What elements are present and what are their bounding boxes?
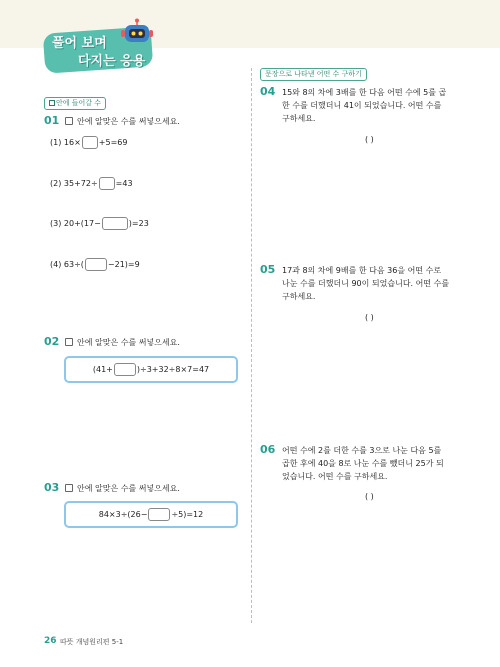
item-label: (3) [50, 219, 62, 228]
item-label: (2) [50, 179, 62, 188]
item-after: −21)=9 [107, 260, 140, 269]
equation-after: ÷5)=12 [171, 510, 204, 519]
q05-line-3: 구하세요. [282, 292, 316, 301]
q02-box-icon [65, 338, 73, 346]
q01-item-1 [50, 136, 127, 149]
left-tag-label: 안에 들어갈 수 [56, 99, 102, 107]
item-after: +5=69 [98, 138, 128, 147]
q04-line-3: 구하세요. [282, 114, 316, 123]
robot-icon [120, 18, 154, 48]
q02-instruction: 안에 알맞은 수를 써넣으세요. [77, 338, 180, 347]
answer-blank[interactable] [82, 136, 98, 149]
column-divider [251, 68, 252, 623]
q03-box-icon [65, 484, 73, 492]
item-before: 20+(17− [63, 219, 101, 228]
item-label: (1) [50, 138, 62, 147]
q03-number: 03 [44, 481, 60, 494]
q02-number: 02 [44, 335, 60, 348]
right-tag-label: 문장으로 나타낸 어떤 수 구하기 [265, 70, 362, 78]
q01-item-3 [50, 217, 149, 230]
section-badge [36, 26, 154, 72]
q06-text [282, 444, 444, 483]
q01-instruction: 안에 알맞은 수를 써넣으세요. [77, 117, 180, 126]
equation-after: )÷3+32÷8×7=47 [136, 365, 210, 374]
q04-line-2: 한 수를 더했더니 41이 되었습니다. 어떤 수를 [282, 101, 442, 110]
box-icon [49, 100, 55, 106]
q05-line-2: 나눈 수를 더했더니 90이 되었습니다. 어떤 수를 [282, 279, 450, 288]
item-before: 16× [63, 138, 81, 147]
q03-instruction: 안에 알맞은 수를 써넣으세요. [77, 484, 180, 493]
answer-blank[interactable] [85, 258, 107, 271]
q04-text [282, 86, 446, 125]
page-number: 26 [44, 636, 57, 646]
right-section-tag [260, 68, 367, 81]
q05-answer-field[interactable]: ( ) [365, 313, 374, 322]
item-before: 35+72÷ [63, 179, 98, 188]
answer-blank[interactable] [148, 508, 170, 521]
q05-line-1: 17과 8의 차에 9배를 한 다음 36을 어떤 수로 [282, 266, 442, 275]
q01-number: 01 [44, 114, 60, 127]
q06-number: 06 [260, 443, 276, 456]
left-section-tag [44, 97, 106, 110]
item-after: =43 [115, 179, 133, 188]
badge-title-line2: 다지는 응용 [78, 54, 146, 69]
q06-line-1: 어떤 수에 2를 더한 수를 3으로 나눈 다음 5를 [282, 446, 442, 455]
item-label: (4) [50, 260, 62, 269]
answer-blank[interactable] [102, 217, 128, 230]
equation-before: 84×3÷(26− [98, 510, 148, 519]
q05-number: 05 [260, 263, 276, 276]
q06-answer-field[interactable]: ( ) [365, 492, 374, 501]
q01-item-2 [50, 177, 133, 190]
footer-book-title: 따뜻 개념원리편 5-1 [60, 638, 124, 646]
q04-number: 04 [260, 85, 276, 98]
q04-line-1: 15와 8의 차에 3배를 한 다음 어떤 수에 5를 곱 [282, 88, 447, 97]
answer-blank[interactable] [99, 177, 115, 190]
q04-answer-field[interactable]: ( ) [365, 135, 374, 144]
q01-box-icon [65, 117, 73, 125]
q02-equation-box [64, 356, 238, 383]
item-after: )=23 [128, 219, 149, 228]
item-before: 63÷( [63, 260, 84, 269]
badge-title-line1: 풀어 보며 [52, 36, 107, 51]
q01-item-4 [50, 258, 140, 271]
q06-line-2: 곱한 후에 40을 8로 나눈 수를 뺐더니 25가 되 [282, 459, 444, 468]
q06-line-3: 었습니다. 어떤 수를 구하세요. [282, 472, 388, 481]
q05-text [282, 264, 449, 303]
answer-blank[interactable] [114, 363, 136, 376]
q03-equation-box [64, 501, 238, 528]
equation-before: (41+ [92, 365, 113, 374]
